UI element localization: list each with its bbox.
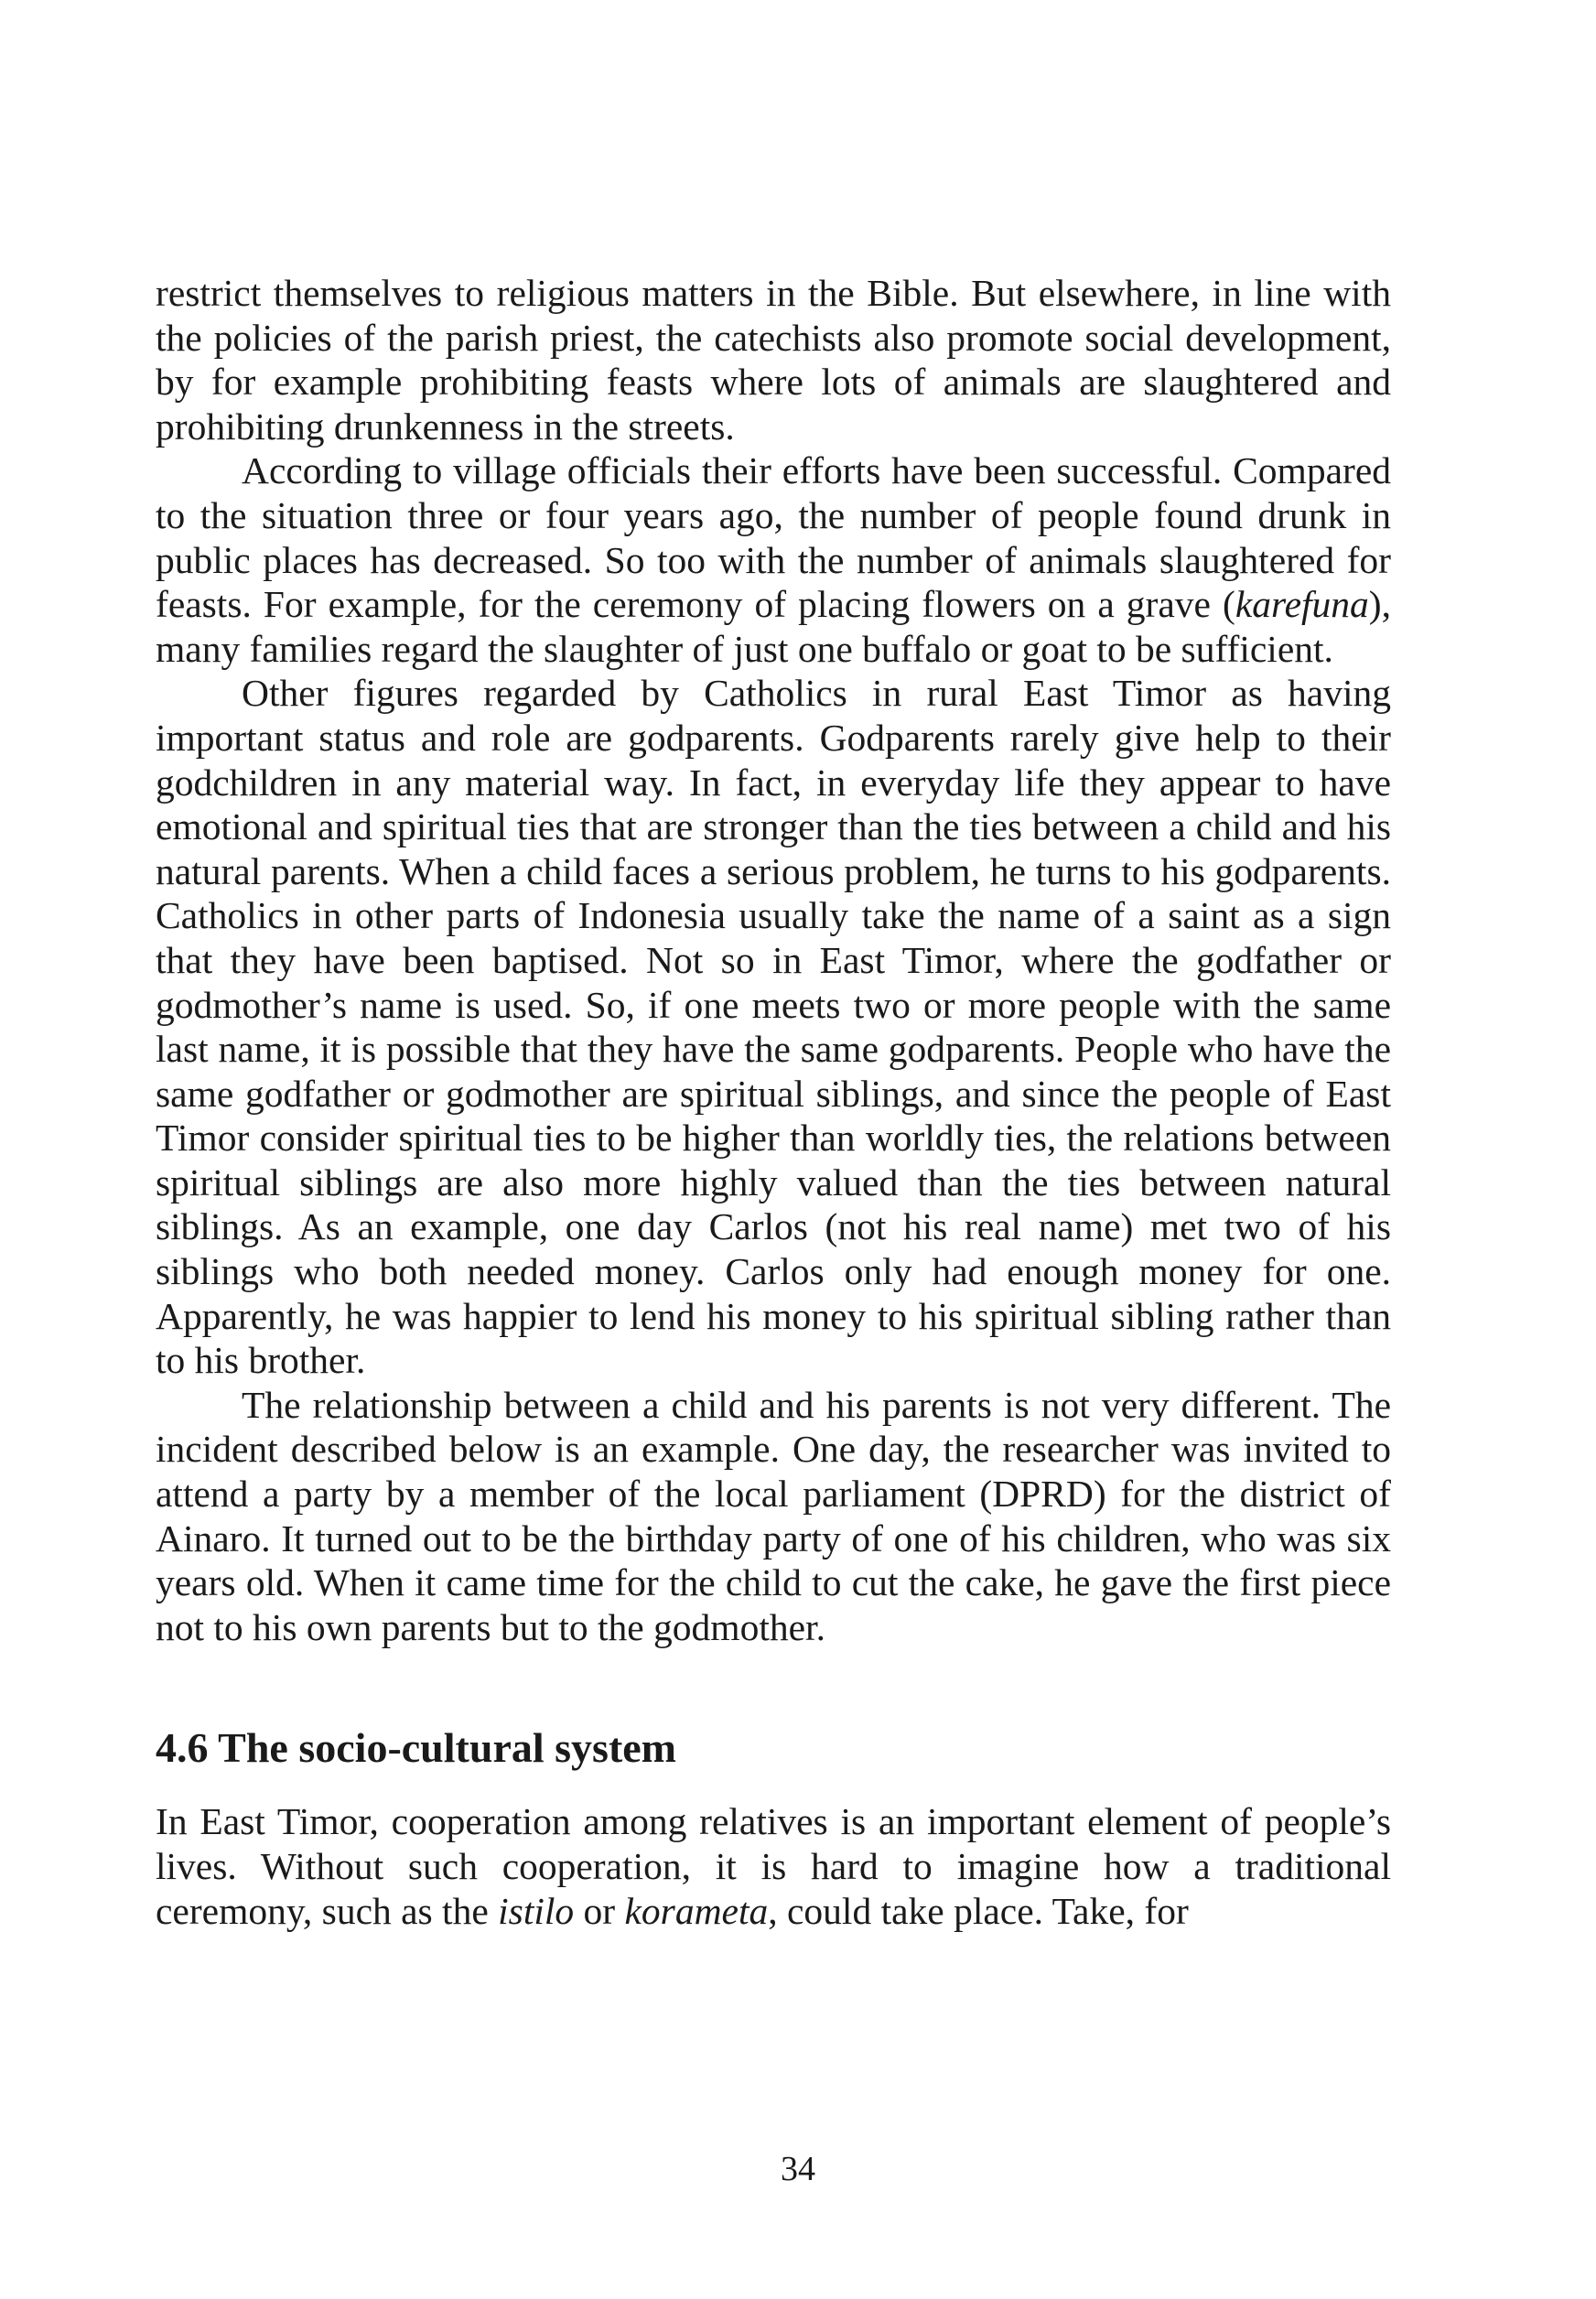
- body-text: [156, 271, 1391, 1649]
- text-run: The relationship between a child and his parents is not very different. The incident described below is an example. One day, the researcher was invited to attend a party by a member of the local parliament (DPRD) for the district of Ainaro. It turned out to be the birthday party of one of his children, who was six years old. When it came time for the child to cut the cake, he gave the first piece not to his own parents but to the godmother.: [156, 1383, 1391, 1648]
- text-run: or: [574, 1889, 625, 1932]
- text-run: In East Timor, cooperation among relatives is an important element of people’s lives. Without such cooperation, it is hard to imagine how a traditional ceremony, such as the: [156, 1800, 1391, 1932]
- section-heading: 4.6 The socio-cultural system: [156, 1724, 677, 1772]
- text-run: , could take place. Take, for: [768, 1889, 1189, 1932]
- paragraph: [156, 448, 1391, 671]
- text-run: Other figures regarded by Catholics in rural East Timor as having important status and role are godparents. Godparents rarely give help to their godchildren in any material way. In fact, in everyday life they appear to have emotional and spiritual ties that are stronger than the ties between a child and his natural parents. When a child faces a serious problem, he turns to his godparents. Catholics in other parts of Indonesia usually take the name of a saint as a sign that they have been baptised. Not so in East Timor, where the godfather or godmother’s name is used. So, if one meets two or more people with the same last name, it is possible that they have the same godparents. People who have the same godfather or godmother are spiritual siblings, and since the people of East Timor consider spiritual ties to be higher than worldly ties, the relations between spiritual siblings are also more highly valued than the ties between natural siblings. As an example, one day Carlos (not his real name) met two of his siblings who both needed money. Carlos only had enough money for one. Apparently, he was happier to lend his money to his spiritual sibling rather than to his brother.: [156, 672, 1391, 1382]
- text-run: ), many families regard the slaughter of just one buffalo or goat to be sufficient.: [156, 583, 1391, 670]
- italic-term: istilo: [498, 1889, 575, 1932]
- italic-term: karefuna: [1235, 583, 1369, 626]
- text-run: restrict themselves to religious matters in the Bible. But elsewhere, in line with the policies of the parish priest, the catechists also promote social development, by for example prohibiting feasts where lots of animals are slaughtered and prohibiting drunkenness in the streets.: [156, 272, 1391, 448]
- paragraph: [156, 671, 1391, 1383]
- page-body: [156, 271, 1391, 1933]
- page-number: 34: [781, 2150, 815, 2188]
- italic-term: korameta: [624, 1889, 769, 1932]
- paragraph: [156, 271, 1391, 448]
- paragraph: [156, 1799, 1391, 1933]
- text-run: According to village officials their efforts have been successful. Compared to the situation three or four years ago, the number of people found drunk in public places has decreased. So too with the number of animals slaughtered for feasts. For example, for the ceremony of placing flowers on a grave (: [156, 449, 1391, 626]
- paragraph: [156, 1383, 1391, 1650]
- section-body-text: [156, 1799, 1391, 1933]
